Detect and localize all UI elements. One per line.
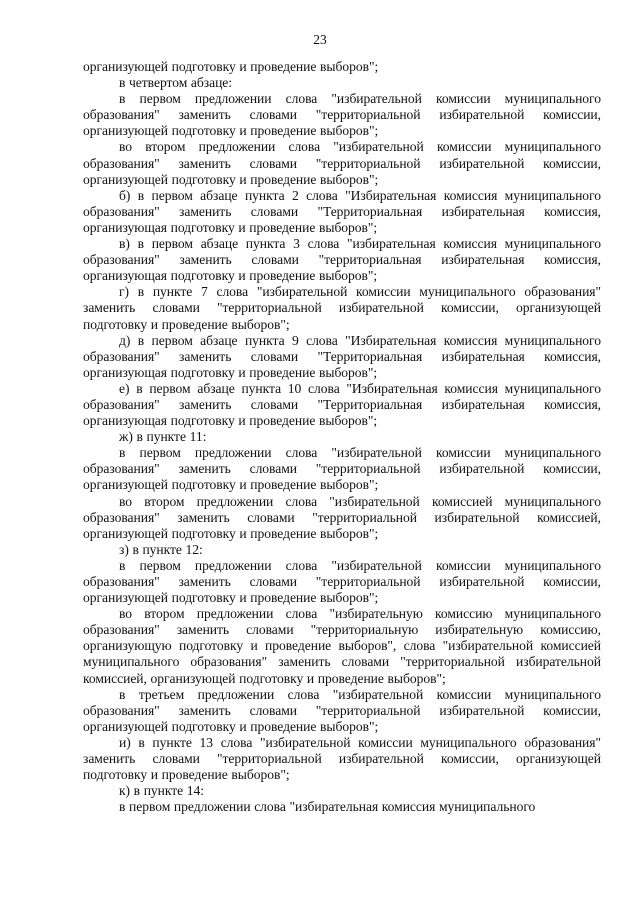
paragraph-truncated: в первом предложении слова "избирательная комиссия муниципального — [119, 799, 536, 815]
paragraph: к) в пункте 14: — [119, 783, 205, 799]
paragraph: д) в первом абзаце пункта 9 слова "Избирательная комиссия муниципального образования" заменить словами "Территориальная избирательная комиссия, организующая подготовку и проведение выборов"; — [83, 332, 601, 380]
paragraph: и) в пункте 13 слова "избирательной комиссии муниципального образования" заменить словами "территориальной избирательной комиссии, организующей подготовку и проведение выборов"; — [83, 734, 601, 783]
paragraph-continuation: организующей подготовку и проведение выборов"; — [83, 59, 379, 74]
paragraph: б) в первом абзаце пункта 2 слова "Избирательная комиссия муниципального образования" заменить словами "Территориальная избирательная комиссия, организующая подготовку и проведение выборов"; — [83, 187, 601, 235]
page-number: 23 — [313, 32, 327, 47]
paragraph: во втором предложении слова "избирательную комиссию муниципального образования" заменить словами "территориальную избирательную комиссию, организующую подготовку и проведение выборов", слова "избирательной комиссией муниципального образования" заменить словами "территориальной избирательной комиссией, организующей подготовку и проведение выборов"; — [83, 606, 601, 686]
paragraph: ж) в пункте 11: — [119, 429, 207, 445]
paragraph: з) в пункте 12: — [119, 541, 203, 557]
paragraph: в третьем предложении слова "избирательной комиссии муниципального образования" заменить словами "территориальной избирательной комиссии, организующей подготовку и проведение выборов"; — [83, 686, 601, 734]
paragraph: в) в первом абзаце пункта 3 слова "избирательная комиссия муниципального образования" заменить словами "территориальная избирательная комиссия, организующая подготовку и проведение выборов"; — [83, 236, 601, 284]
paragraph: во втором предложении слова "избирательной комиссии муниципального образования" заменить словами "территориальной избирательной комиссии, организующей подготовку и проведение выборов"; — [83, 139, 601, 187]
paragraph: е) в первом абзаце пункта 10 слова "Избирательная комиссия муниципального образования" заменить словами "Территориальная избирательная комиссия, организующая подготовку и проведение выборов"; — [83, 380, 601, 429]
paragraph: во втором предложении слова "избирательной комиссией муниципального образования" заменить словами "территориальной избирательной комиссией, организующей подготовку и проведение выборов"; — [83, 493, 601, 541]
paragraph: г) в пункте 7 слова "избирательной комиссии муниципального образования" заменить словами "территориальной избирательной комиссии, организующей подготовку и проведение выборов"; — [83, 284, 601, 332]
paragraph: в первом предложении слова "избирательной комиссии муниципального образования" заменить словами "территориальной избирательной комиссии, организующей подготовку и проведение выборов"; — [83, 557, 601, 606]
paragraph: в четвертом абзаце: — [119, 75, 233, 91]
document-body — [83, 59, 601, 815]
paragraph: в первом предложении слова "избирательной комиссии муниципального образования" заменить словами "территориальной избирательной комиссии, организующей подготовку и проведение выборов"; — [83, 91, 601, 139]
paragraph: в первом предложении слова "избирательной комиссии муниципального образования" заменить словами "территориальной избирательной комиссии, организующей подготовку и проведение выборов"; — [83, 445, 601, 493]
